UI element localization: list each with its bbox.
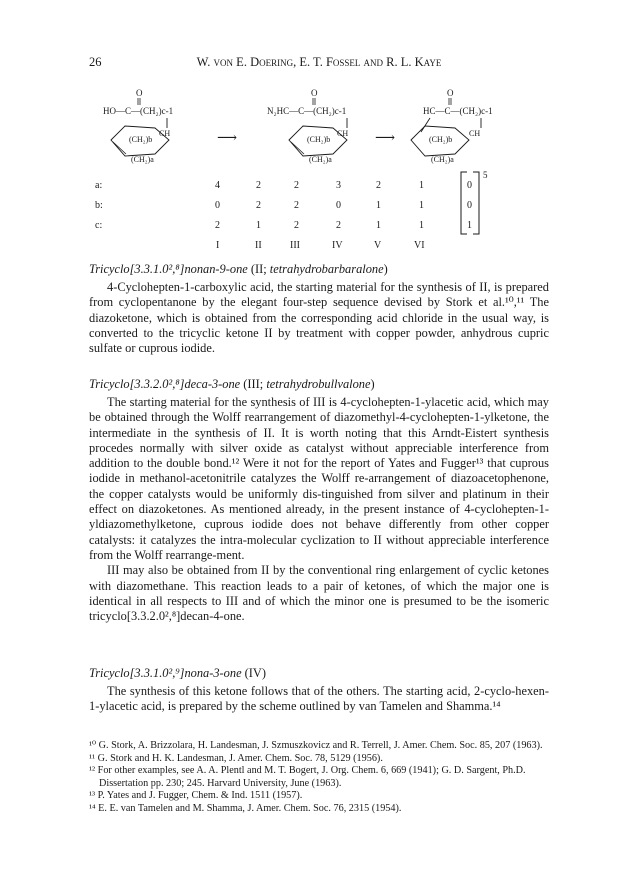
arrow-2: ⟶ [375, 131, 396, 146]
structure-diazoketone [267, 88, 348, 164]
footnotes [89, 740, 549, 816]
s1-ring-bottom: (CH₂)a [131, 155, 154, 164]
structure-tricyclic-ketone [411, 88, 493, 164]
footnote-13: ¹³ P. Yates and J. Fugger, Chem. & Ind. 1511 (1957). [89, 790, 303, 802]
compound-label-II: II [255, 240, 262, 251]
cell-b-IV: 0 [336, 200, 341, 211]
cell-b-VI: 1 [419, 200, 424, 211]
cell-b-I: 0 [215, 200, 220, 211]
section-heading-ii [89, 262, 549, 277]
s1-oxygen: O [136, 88, 143, 98]
paragraph: III may also be obtained from II by the conventional ring enlargement of cyclic ketones with diazomethane. This reaction leads to a pair of ketones, of which the major one is identical in all respects to III and of which the minor one is presumed to be the isomeric tricyclo[3.3.2.0²,⁸]decan-4-one. [89, 563, 549, 624]
bracket [461, 170, 488, 234]
section-body-iii [89, 395, 549, 624]
bracket-a: 0 [467, 180, 472, 191]
scheme-drawing [89, 84, 549, 254]
s3-oxygen: O [447, 88, 454, 98]
cell-c-VI: 1 [419, 220, 424, 231]
s1-title-rest: [3.3.1.0²,⁸]nonan-9-one [129, 262, 248, 276]
reaction-scheme [89, 84, 549, 254]
s3-ring-left: (CH₂)b [429, 135, 453, 144]
cell-b-V: 1 [376, 200, 381, 211]
paragraph: 4-Cyclohepten-1-carboxylic acid, the starting material for the synthesis of II, is prepared from cyclopentanone by the elegant four-step sequence devised by Stork et al.¹⁰,¹¹ The diazoketone, which is obtained from the corresponding acid chloride in the usual way, is converted to the tricyclic ketone II by treatment with copper powder, anhydrous cupric sulfate or cuprous iodide. [89, 280, 549, 356]
bracket-superscript: 5 [483, 170, 488, 180]
arrow-1: ⟶ [217, 131, 238, 146]
running-header [89, 55, 549, 71]
s1-chain: HO—C—(CH₂)c-1 [103, 106, 174, 116]
footnote-12: ¹² For other examples, see A. A. Plentl and M. T. Bogert, J. Org. Chem. 6, 669 (1941); G. D. Sargent, Ph.D. Dissertation pp. 230; 245. Harvard University, June (1963). [89, 765, 526, 789]
compound-label-VI: VI [414, 240, 425, 251]
cell-c-IV: 2 [336, 220, 341, 231]
compound-label-III: III [290, 240, 300, 251]
running-authors: W. von E. Doering, E. T. Fossel and R. L. Kaye [196, 55, 442, 69]
s2-oxygen: O [311, 88, 318, 98]
s2-ring-ch: CH [337, 129, 349, 138]
s3-chain: HC—C—(CH₂)c-1 [423, 106, 493, 116]
cell-c-I: 2 [215, 220, 220, 231]
cell-a-I: 4 [215, 180, 220, 191]
bracket-c: 1 [467, 220, 472, 231]
s1-ring-left: (CH₂)b [129, 135, 153, 144]
cell-a-VI: 1 [419, 180, 424, 191]
section-body-iv [89, 684, 549, 715]
cell-a-II: 2 [256, 180, 261, 191]
s3-title-rest: [3.3.1.0²,⁹]nona-3-one [129, 666, 242, 680]
s2-title-rest: [3.3.2.0²,⁸]deca-3-one [129, 377, 241, 391]
section-heading-iv [89, 666, 549, 681]
bracket-b: 0 [467, 200, 472, 211]
substituent-table [95, 170, 488, 251]
s2-title-name: tetrahydrobullvalone [266, 377, 371, 391]
s2-title-close: ) [370, 377, 375, 391]
s1-ring-ch: CH [159, 129, 171, 138]
compound-label-V: V [374, 240, 382, 251]
page-number: 26 [89, 55, 102, 69]
s2-ring-left: (CH₂)b [307, 135, 331, 144]
section-heading-iii [89, 377, 549, 392]
s1-title-paren: (II; [247, 262, 270, 276]
structure-carboxylic-acid [103, 88, 173, 164]
compound-label-IV: IV [332, 240, 343, 251]
cell-a-III: 2 [294, 180, 299, 191]
cell-a-V: 2 [376, 180, 381, 191]
cell-b-II: 2 [256, 200, 261, 211]
s2-ring-bottom: (CH₂)a [309, 155, 332, 164]
cell-c-III: 2 [294, 220, 299, 231]
paragraph: The starting material for the synthesis of III is 4-cyclohepten-1-ylacetic acid, which may be obtained through the Wolff rearrangement of diazomethyl-4-cyclohepten-1-ylketone, the intermediate in the synthesis of II. It is worth noting that this Arndt-Eistert synthesis procedes normally with silver oxide as catalyst without appreciable interference from addition to the double bond.¹² Were it not for the report of Yates and Fugger¹³ that cuprous iodide in methanol-acetonitrile catalyzes the Wolff re-arrangement of diazoacetophenone, the copper catalysts would be uniformly dis-tinguished from silver and platinum in their effect on diazoketones. As mentioned already, in the present instance of 4-cyclohepten-1-yldiazomethylketone, cuprous iodide does not behave differently from other copper catalysts: it catalyzes the intra-molecular cyclization to II without appreciable interference from the Wolff rearrange-ment. [89, 395, 549, 562]
cell-a-IV: 3 [336, 180, 341, 191]
s3-ring-bottom: (CH₂)a [431, 155, 454, 164]
cell-c-II: 1 [256, 220, 261, 231]
s1-title-name: tetrahydrobarbaralone [269, 262, 384, 276]
s3-title-italic: Tricyclo [89, 666, 130, 680]
footnote-11: ¹¹ G. Stork and H. K. Landesman, J. Amer. Chem. Soc. 78, 5129 (1956). [89, 752, 383, 764]
paragraph: The synthesis of this ketone follows that of the others. The starting acid, 2-cyclo-hexen-1-ylacetic acid, is prepared by the scheme outlined by van Tamelen and Shamma.¹⁴ [89, 684, 549, 714]
s3-title-paren: (IV) [241, 666, 267, 680]
row-label-c: c: [95, 220, 103, 231]
section-body-ii [89, 280, 549, 356]
cell-b-III: 2 [294, 200, 299, 211]
s2-title-italic: Tricyclo [89, 377, 130, 391]
s2-title-paren: (III; [240, 377, 267, 391]
compound-label-I: I [216, 240, 220, 251]
row-label-b: b: [95, 200, 103, 211]
s1-title-close: ) [383, 262, 388, 276]
s3-ring-ch: CH [469, 129, 481, 138]
s1-title-italic: Tricyclo [89, 262, 130, 276]
row-label-a: a: [95, 180, 103, 191]
footnote-10: ¹⁰ G. Stork, A. Brizzolara, H. Landesman, J. Szmuszkovicz and R. Terrell, J. Amer. Chem. Soc. 85, 207 (1963). [89, 740, 543, 751]
footnote-14: ¹⁴ E. E. van Tamelen and M. Shamma, J. Amer. Chem. Soc. 76, 2315 (1954). [89, 802, 402, 814]
cell-c-V: 1 [376, 220, 381, 231]
s2-chain: N₂HC—C—(CH₂)c-1 [267, 106, 347, 116]
